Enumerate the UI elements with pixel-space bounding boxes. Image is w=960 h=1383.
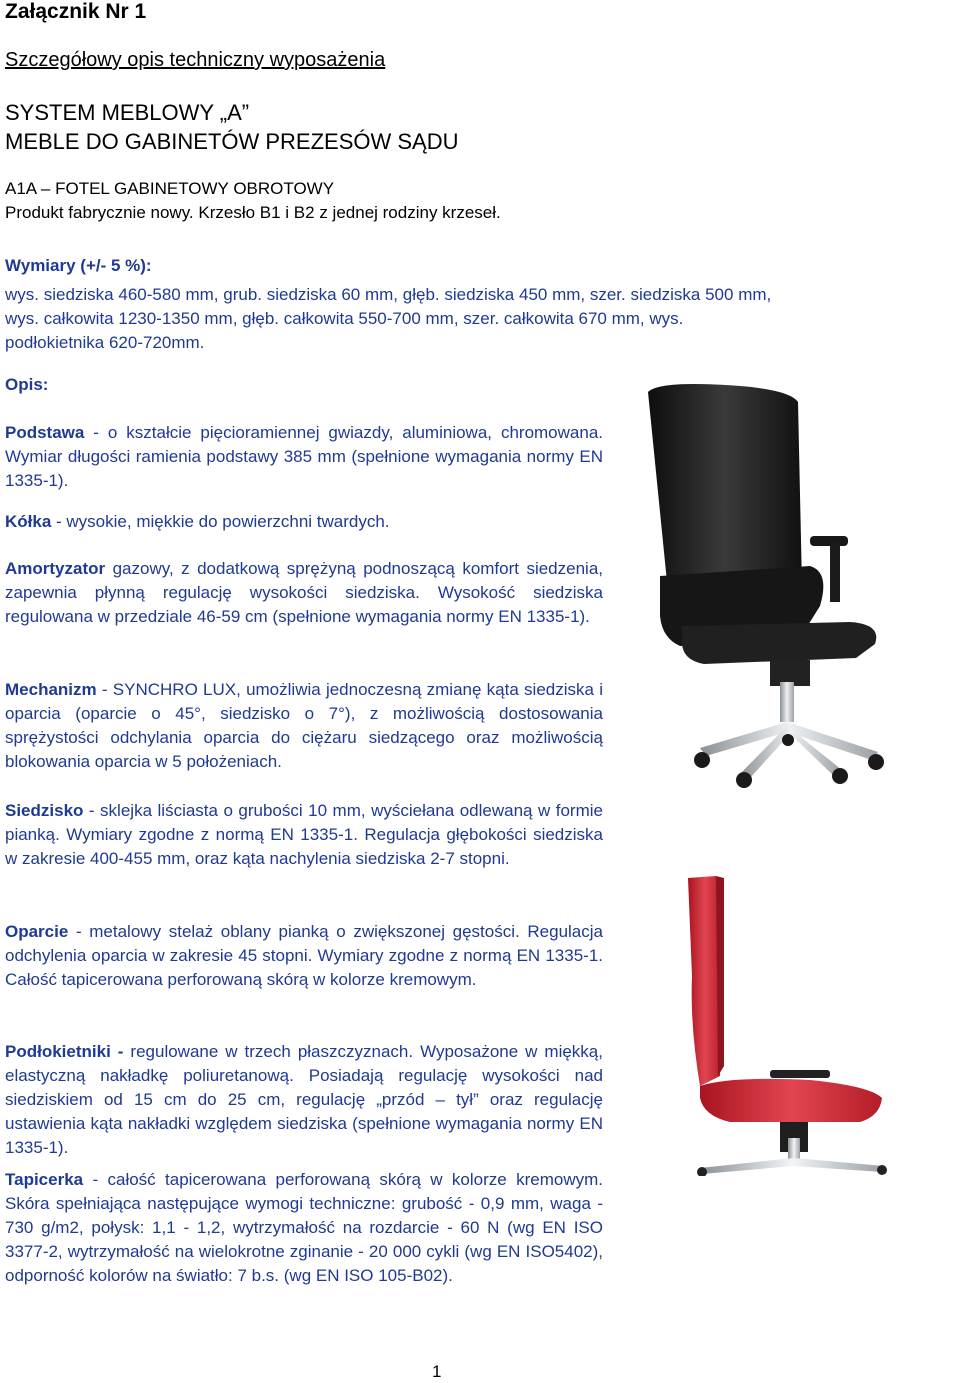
- section-text: - metalowy stelaż oblany pianką o zwiększonej gęstości. Regulacja odchylenia oparcia w zakresie 45 stopni. Wymiary zgodne z normą EN 1335-1. Całość tapicerowana perforowaną skórą w kolorze kremowym.: [5, 922, 603, 989]
- document-title: Szczegółowy opis techniczny wyposażenia: [5, 49, 386, 71]
- section-text: - wysokie, miękkie do powierzchni twardych.: [51, 512, 390, 531]
- red-chair-image: [660, 876, 900, 1176]
- section-podlokietniki: [5, 1040, 603, 1160]
- dimensions-line: wys. siedziska 460-580 mm, grub. siedziska 60 mm, głęb. siedziska 450 mm, szer. siedziska 500 mm,: [5, 285, 772, 304]
- dimensions-line: podłokietnika 620-720mm.: [5, 333, 205, 352]
- system-title: SYSTEM MEBLOWY „A”: [5, 100, 250, 125]
- section-label: Kółka: [5, 512, 52, 531]
- section-label: Amortyzator: [5, 559, 106, 578]
- description-heading: Opis:: [5, 375, 49, 394]
- dimensions-line: wys. całkowita 1230-1350 mm, głęb. całkowita 550-700 mm, szer. całkowita 670 mm, wys.: [5, 309, 684, 328]
- dimensions-heading: Wymiary (+/- 5 %):: [5, 256, 152, 275]
- section-text: - sklejka liściasta o grubości 10 mm, wyściełana odlewaną w formie pianką. Wymiary zgodne z normą EN 1335-1. Regulacja głębokości siedziska w zakresie 400-455 mm, oraz kąta nachylenia siedziska 2-7 stopni.: [5, 801, 603, 868]
- section-oparcie: [5, 920, 603, 992]
- section-kolka: [5, 510, 603, 534]
- section-text: regulowane w trzech płaszczyznach. Wyposażone w miękką, elastyczną nakładkę poliuretanową. Posiadają regulację wysokości nad siedziskiem od 15 cm do 25 cm, regulację „przód – tył” oraz regulację ustawienia kąta nakładki względem siedziska (spełnione wymagania normy EN 1335-1).: [5, 1042, 603, 1157]
- section-text: gazowy, z dodatkową sprężyną podnoszącą komfort siedzenia, zapewnia płynną regulację wysokości siedziska. Wysokość siedziska regulowana w przedziale 46-59 cm (spełnione wymagania normy EN 1335-1).: [5, 559, 603, 626]
- item-intro: Produkt fabrycznie nowy. Krzesło B1 i B2 z jednej rodziny krzeseł.: [5, 203, 501, 222]
- section-tapicerka: [5, 1168, 603, 1288]
- black-chair-image: [620, 376, 912, 791]
- system-subtitle: MEBLE DO GABINETÓW PREZESÓW SĄDU: [5, 129, 459, 154]
- section-text: - SYNCHRO LUX, umożliwia jednoczesną zmianę kąta siedziska i oparcia (oparcie o 45°, siedzisko o 7°), z możliwością dostosowania sprężystości odchylania oparcia do ciężaru siedzącego oraz możliwością blokowania oparcia w 5 położeniach.: [5, 680, 603, 771]
- annex-label: Załącznik Nr 1: [5, 0, 147, 23]
- section-podstawa: [5, 421, 603, 493]
- item-code-name: A1A – FOTEL GABINETOWY OBROTOWY: [5, 179, 335, 198]
- section-amortyzator: [5, 557, 603, 629]
- section-label: Mechanizm: [5, 680, 97, 699]
- section-label: Podstawa: [5, 423, 85, 442]
- section-text: - całość tapicerowana perforowaną skórą w kolorze kremowym. Skóra spełniająca następujące wymogi techniczne: grubość - 0,9 mm, waga - 730 g/m2, połysk: 1,1 - 1,2, wytrzymałość na rozdarcie - 60 N (wg EN ISO 3377-2, wytrzymałość na wielokrotne zginanie - 20 000 cykli (wg EN ISO5402), odporność kolorów na światło: 7 b.s. (wg EN ISO 105-B02).: [5, 1170, 603, 1285]
- section-mechanizm: [5, 678, 603, 774]
- section-label: Tapicerka: [5, 1170, 84, 1189]
- section-label: Oparcie: [5, 922, 69, 941]
- page-number: 1: [432, 1362, 442, 1381]
- section-label: Podłokietniki -: [5, 1042, 124, 1061]
- section-text: - o kształcie pięcioramiennej gwiazdy, aluminiowa, chromowana. Wymiar długości ramienia podstawy 385 mm (spełnione wymagania normy EN 1335-1).: [5, 423, 603, 490]
- section-siedzisko: [5, 799, 603, 871]
- section-label: Siedzisko: [5, 801, 84, 820]
